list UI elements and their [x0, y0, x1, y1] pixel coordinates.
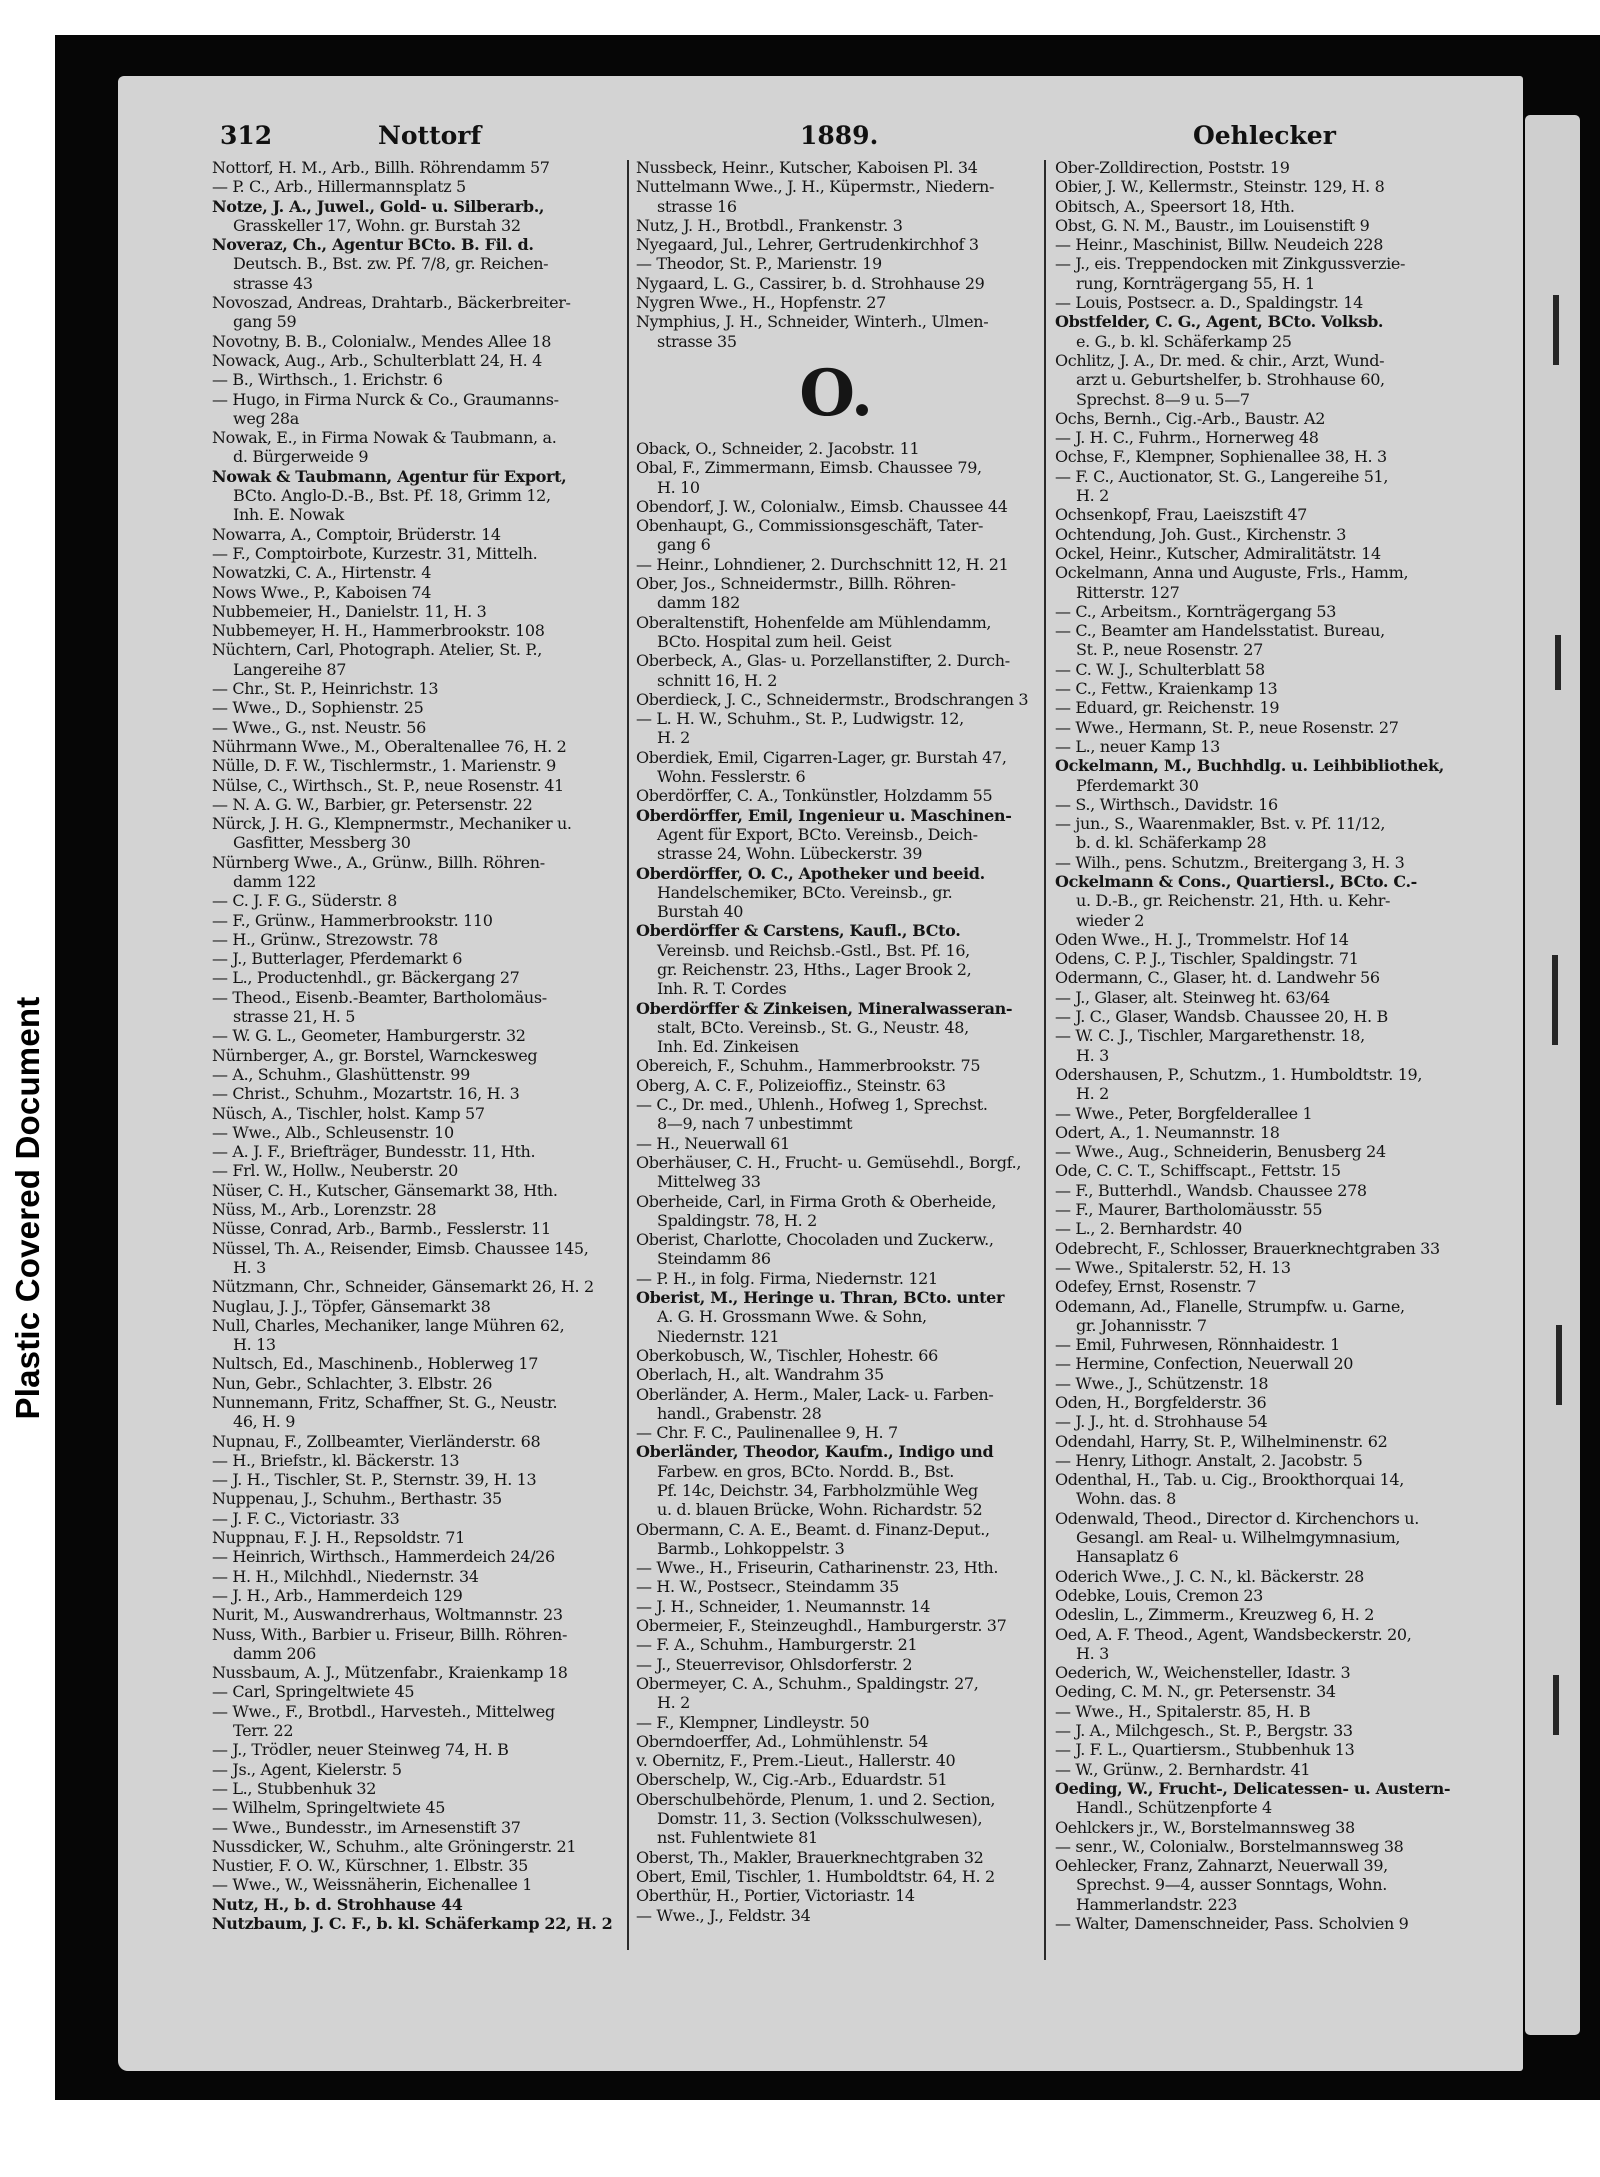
directory-entry: Obitsch, A., Speersort 18, Hth. [1055, 196, 1295, 216]
directory-entry: Nows Wwe., P., Kaboisen 74 [212, 582, 432, 602]
directory-entry: Nülse, C., Wirthsch., St. P., neue Rosenstr. 41 [212, 775, 564, 795]
entry-continuation: A. G. H. Grossmann Wwe. & Sohn, [657, 1307, 927, 1327]
entry-continuation: Spaldingstr. 78, H. 2 [657, 1210, 817, 1230]
directory-entry: Ode, C. C. T., Schiffscapt., Fettstr. 15 [1055, 1161, 1341, 1181]
directory-entry: Ochse, F., Klempner, Sophienallee 38, H. 3 [1055, 447, 1387, 467]
entry-continuation: damm 206 [233, 1643, 316, 1663]
directory-entry: Ochlitz, J. A., Dr. med. & chir., Arzt, Wund- [1055, 350, 1385, 370]
directory-entry: — J. H., Tischler, St. P., Sternstr. 39, H. 13 [212, 1470, 537, 1490]
directory-entry: Ober, Jos., Schneidermstr., Billh. Röhren- [636, 574, 956, 594]
column-1 [212, 158, 617, 1933]
directory-entry: Nürnberg Wwe., A., Grünw., Billh. Röhren- [212, 852, 545, 872]
entry-continuation: Hammerlandstr. 223 [1076, 1894, 1238, 1914]
directory-entry: — jun., S., Waarenmakler, Bst. v. Pf. 11/12, [1055, 814, 1386, 834]
entry-continuation: BCto. Hospital zum heil. Geist [657, 631, 892, 651]
directory-entry: Oberländer, Theodor, Kaufm., Indigo und [636, 1442, 994, 1462]
directory-entry: — Chr. F. C., Paulinenallee 9, H. 7 [636, 1423, 898, 1443]
directory-entry: — Emil, Fuhrwesen, Rönnhaidestr. 1 [1055, 1335, 1340, 1355]
directory-entry: Nygaard, L. G., Cassirer, b. d. Strohhause 29 [636, 273, 985, 293]
directory-entry: Novotny, B. B., Colonialw., Mendes Allee 18 [212, 331, 552, 351]
directory-entry: Oberdörffer, Emil, Ingenieur u. Maschinen- [636, 805, 1012, 825]
directory-entry: — Walter, Damenschneider, Pass. Scholvien 9 [1055, 1914, 1409, 1934]
directory-entry: — F., Klempner, Lindleystr. 50 [636, 1712, 870, 1732]
directory-entry: Nowak & Taubmann, Agentur für Export, [212, 466, 567, 486]
directory-entry: — P. H., in folg. Firma, Niedernstr. 121 [636, 1268, 938, 1288]
directory-entry: Oberschulbehörde, Plenum, 1. und 2. Section, [636, 1789, 996, 1809]
side-label-bar [0, 0, 55, 2177]
entry-continuation: Domstr. 11, 3. Section (Volksschulwesen), [657, 1809, 983, 1829]
directory-entry: Oberdörffer, O. C., Apotheker und beeid. [636, 863, 985, 883]
entry-continuation: schnitt 16, H. 2 [657, 670, 778, 690]
directory-entry: — L., 2. Bernhardstr. 40 [1055, 1219, 1242, 1239]
directory-entry: — J. A., Milchgesch., St. P., Bergstr. 33 [1055, 1721, 1353, 1741]
entry-continuation: gang 59 [233, 312, 297, 332]
page-year: 1889. [800, 121, 879, 150]
entry-continuation: Langereihe 87 [233, 659, 347, 679]
directory-entry: Obert, Emil, Tischler, 1. Humboldtstr. 64, H. 2 [636, 1866, 995, 1886]
directory-entry: Odendahl, Harry, St. P., Wilhelminenstr. 62 [1055, 1431, 1388, 1451]
directory-entry: Oberschelp, W., Cig.-Arb., Eduardstr. 51 [636, 1770, 948, 1790]
entry-continuation: Grasskeller 17, Wohn. gr. Burstah 32 [233, 215, 521, 235]
column-2 [636, 158, 1036, 1925]
directory-entry: — P. C., Arb., Hillermannsplatz 5 [212, 177, 466, 197]
entry-continuation: H. 3 [233, 1257, 266, 1277]
directory-entry: — W. G. L., Geometer, Hamburgerstr. 32 [212, 1026, 526, 1046]
directory-entry: Nüssel, Th. A., Reisender, Eimsb. Chaussee 145, [212, 1238, 589, 1258]
directory-entry: Nüser, C. H., Kutscher, Gänsemarkt 38, Hth. [212, 1180, 558, 1200]
directory-entry: — C. W. J., Schulterblatt 58 [1055, 659, 1265, 679]
directory-entry: — Theodor, St. P., Marienstr. 19 [636, 254, 882, 274]
directory-entry: — F., Comptoirbote, Kurzestr. 31, Mittelh. [212, 543, 538, 563]
directory-entry: Odebke, Louis, Cremon 23 [1055, 1585, 1263, 1605]
directory-entry: — W., Grünw., 2. Bernhardstr. 41 [1055, 1759, 1311, 1779]
directory-entry: — F. C., Auctionator, St. G., Langereihe 51, [1055, 466, 1389, 486]
entry-continuation: Deutsch. B., Bst. zw. Pf. 7/8, gr. Reichen- [233, 254, 549, 274]
directory-entry: Oberg, A. C. F., Polizeioffiz., Steinstr. 63 [636, 1075, 946, 1095]
directory-entry: — J. H., Schneider, 1. Neumannstr. 14 [636, 1596, 931, 1616]
directory-entry: — C., Arbeitsm., Kornträgergang 53 [1055, 601, 1337, 621]
entry-continuation: H. 3 [1076, 1045, 1109, 1065]
directory-entry: — Hermine, Confection, Neuerwall 20 [1055, 1354, 1354, 1374]
entry-continuation: Wohn. das. 8 [1076, 1489, 1176, 1509]
directory-entry: — Carl, Springeltwiete 45 [212, 1682, 415, 1702]
directory-entry: — J. H., Arb., Hammerdeich 129 [212, 1585, 463, 1605]
directory-entry: — Wilh., pens. Schutzm., Breitergang 3, H. 3 [1055, 852, 1405, 872]
directory-entry: — J. F. C., Victoriastr. 33 [212, 1508, 400, 1528]
directory-entry: — Wwe., W., Weissnäherin, Eichenallee 1 [212, 1875, 533, 1895]
directory-entry: Ochsenkopf, Frau, Laeiszstift 47 [1055, 505, 1307, 525]
directory-entry: Oberist, M., Heringe u. Thran, BCto. unter [636, 1288, 1005, 1308]
entry-continuation: Agent für Export, BCto. Vereinsb., Deich- [657, 824, 978, 844]
directory-entry: — Wwe., F., Brotbdl., Harvesteh., Mittelweg [212, 1701, 555, 1721]
directory-entry: Nubbemeier, H., Danielstr. 11, H. 3 [212, 601, 487, 621]
entry-continuation: wieder 2 [1076, 910, 1145, 930]
directory-entry: — J., Steuerrevisor, Ohlsdorferstr. 2 [636, 1654, 913, 1674]
directory-entry: Obermeier, F., Steinzeughdl., Hamburgerstr. 37 [636, 1616, 1007, 1636]
directory-entry: — Chr., St. P., Heinrichstr. 13 [212, 679, 439, 699]
entry-continuation: Barmb., Lohkoppelstr. 3 [657, 1538, 845, 1558]
directory-entry: Nygren Wwe., H., Hopfenstr. 27 [636, 293, 886, 313]
directory-entry: Oberist, Charlotte, Chocoladen und Zuckerw., [636, 1230, 994, 1250]
directory-entry: Oberndoerffer, Ad., Lohmühlenstr. 54 [636, 1731, 928, 1751]
directory-entry: Nuppenau, J., Schuhm., Berthastr. 35 [212, 1489, 502, 1509]
directory-entry: Oberthür, H., Portier, Victoriastr. 14 [636, 1886, 915, 1906]
directory-entry: Oberaltenstift, Hohenfelde am Mühlendamm, [636, 612, 992, 632]
entry-continuation: Sprechst. 8—9 u. 5—7 [1076, 389, 1250, 409]
directory-entry: Odenthal, H., Tab. u. Cig., Brookthorquai 14, [1055, 1470, 1404, 1490]
directory-entry: Odermann, C., Glaser, ht. d. Landwehr 56 [1055, 968, 1380, 988]
directory-entry: Oberdörffer & Carstens, Kaufl., BCto. [636, 921, 961, 941]
directory-entry: Nowatzki, C. A., Hirtenstr. 4 [212, 563, 432, 583]
directory-entry: — F., Butterhdl., Wandsb. Chaussee 278 [1055, 1180, 1367, 1200]
directory-entry: Oederich, W., Weichensteller, Idastr. 3 [1055, 1663, 1351, 1683]
entry-continuation: stalt, BCto. Vereinsb., St. G., Neustr. 48, [657, 1017, 969, 1037]
directory-entry: — A., Schuhm., Glashüttenstr. 99 [212, 1064, 470, 1084]
entry-continuation: H. 2 [657, 1693, 690, 1713]
entry-continuation: Sprechst. 9—4, ausser Sonntags, Wohn. [1076, 1875, 1387, 1895]
directory-entry: — Heinrich, Wirthsch., Hammerdeich 24/26 [212, 1547, 555, 1567]
entry-continuation: Vereinsb. und Reichsb.-Gstl., Bst. Pf. 16, [657, 940, 970, 960]
directory-entry: — Wwe., Alb., Schleusenstr. 10 [212, 1122, 454, 1142]
directory-entry: — H., Briefstr., kl. Bäckerstr. 13 [212, 1450, 460, 1470]
column-divider-1 [627, 160, 629, 1950]
directory-entry: Oberdörffer & Zinkeisen, Mineralwasseran- [636, 998, 1013, 1018]
entry-continuation: handl., Grabenstr. 28 [657, 1403, 822, 1423]
directory-entry: — Wwe., Peter, Borgfelderallee 1 [1055, 1103, 1313, 1123]
directory-entry: Obendorf, J. W., Colonialw., Eimsb. Chaussee 44 [636, 496, 1008, 516]
directory-entry: Oeding, C. M. N., gr. Petersenstr. 34 [1055, 1682, 1336, 1702]
directory-entry: — Eduard, gr. Reichenstr. 19 [1055, 698, 1280, 718]
directory-entry: Obstfelder, C. G., Agent, BCto. Volksb. [1055, 312, 1384, 332]
directory-entry: — senr., W., Colonialw., Borstelmannsweg 38 [1055, 1836, 1404, 1856]
directory-entry: Nupnau, F., Zollbeamter, Vierländerstr. 68 [212, 1431, 541, 1451]
entry-continuation: damm 182 [657, 593, 740, 613]
directory-entry: Nussdicker, W., Schuhm., alte Gröningerstr. 21 [212, 1836, 577, 1856]
directory-entry: — Wwe., G., nst. Neustr. 56 [212, 717, 426, 737]
directory-entry: — J. H. C., Fuhrm., Hornerweg 48 [1055, 428, 1319, 448]
directory-entry: Ockel, Heinr., Kutscher, Admiralitätstr. 14 [1055, 543, 1381, 563]
entry-continuation: Steindamm 86 [657, 1249, 771, 1269]
entry-continuation: gr. Reichenstr. 23, Hths., Lager Brook 2, [657, 959, 972, 979]
directory-entry: — C., Fettw., Kraienkamp 13 [1055, 679, 1278, 699]
directory-entry: Nülle, D. F. W., Tischlermstr., 1. Marienstr. 9 [212, 756, 557, 776]
directory-entry: — C. J. F. G., Süderstr. 8 [212, 891, 397, 911]
entry-continuation: strasse 43 [233, 273, 313, 293]
directory-entry: Nutz, J. H., Brotbdl., Frankenstr. 3 [636, 215, 903, 235]
directory-entry: Nubbemeyer, H. H., Hammerbrookstr. 108 [212, 621, 545, 641]
entry-continuation: Handelschemiker, BCto. Vereinsb., gr. [657, 882, 953, 902]
directory-entry: Oback, O., Schneider, 2. Jacobstr. 11 [636, 438, 920, 458]
entry-continuation: weg 28a [233, 408, 299, 428]
directory-entry: Oberdörffer, C. A., Tonkünstler, Holzdamm 55 [636, 786, 993, 806]
directory-entry: Nuppnau, F. J. H., Repsoldstr. 71 [212, 1528, 465, 1548]
directory-entry: — Hugo, in Firma Nurck & Co., Graumanns- [212, 389, 559, 409]
directory-entry: Oberdiek, Emil, Cigarren-Lager, gr. Burstah 47, [636, 747, 1007, 767]
directory-entry: Nürnberger, A., gr. Borstel, Warnckesweg [212, 1045, 538, 1065]
entry-continuation: H. 2 [657, 728, 690, 748]
directory-entry: Oderich Wwe., J. C. N., kl. Bäckerstr. 28 [1055, 1566, 1365, 1586]
next-page-edge [1525, 115, 1580, 2035]
entry-continuation: Farbew. en gros, BCto. Nordd. B., Bst. [657, 1461, 955, 1481]
directory-entry: Nührmann Wwe., M., Oberaltenallee 76, H. 2 [212, 736, 567, 756]
directory-entry: — H. W., Postsecr., Steindamm 35 [636, 1577, 899, 1597]
entry-continuation: e. G., b. kl. Schäferkamp 25 [1076, 331, 1292, 351]
entry-continuation: H. 2 [1076, 1084, 1109, 1104]
directory-entry: Odemann, Ad., Flanelle, Strumpfw. u. Garne, [1055, 1296, 1405, 1316]
directory-entry: — Heinr., Maschinist, Billw. Neudeich 228 [1055, 235, 1384, 255]
directory-entry: Oberst, Th., Makler, Brauerknechtgraben 32 [636, 1847, 984, 1867]
entry-continuation: strasse 35 [657, 331, 737, 351]
directory-entry: Odens, C. P. J., Tischler, Spaldingstr. 71 [1055, 949, 1359, 969]
directory-entry: Odebrecht, F., Schlosser, Brauerknechtgraben 33 [1055, 1238, 1440, 1258]
entry-continuation: 46, H. 9 [233, 1412, 296, 1432]
directory-entry: — H. H., Milchhdl., Niedernstr. 34 [212, 1566, 479, 1586]
directory-entry: — L., Stubbenhuk 32 [212, 1778, 377, 1798]
directory-entry: Oberheide, Carl, in Firma Groth & Oberheide, [636, 1191, 997, 1211]
directory-entry: Oberländer, A. Herm., Maler, Lack- u. Farben- [636, 1384, 994, 1404]
entry-continuation: d. Bürgerweide 9 [233, 447, 369, 467]
directory-entry: Nustier, F. O. W., Kürschner, 1. Elbstr. 35 [212, 1856, 528, 1876]
directory-entry: — Wwe., Aug., Schneiderin, Benusberg 24 [1055, 1142, 1386, 1162]
directory-entry: Nuglau, J. J., Töpfer, Gänsemarkt 38 [212, 1296, 491, 1316]
directory-entry: — Henry, Lithogr. Anstalt, 2. Jacobstr. 5 [1055, 1450, 1363, 1470]
directory-entry: — J. F. L., Quartiersm., Stubbenhuk 13 [1055, 1740, 1355, 1760]
directory-entry: Odenwald, Theod., Director d. Kirchenchors u. [1055, 1508, 1419, 1528]
entry-continuation: Terr. 22 [233, 1721, 294, 1741]
directory-entry: Oberkobusch, W., Tischler, Hohestr. 66 [636, 1345, 938, 1365]
directory-entry: — B., Wirthsch., 1. Erichstr. 6 [212, 370, 443, 390]
entry-continuation: H. 3 [1076, 1643, 1109, 1663]
entry-continuation: Inh. R. T. Cordes [657, 979, 787, 999]
directory-entry: Obenhaupt, G., Commissionsgeschäft, Tater- [636, 516, 984, 536]
directory-entry: — Wwe., Spitalerstr. 52, H. 13 [1055, 1257, 1291, 1277]
directory-entry: Nüchtern, Carl, Photograph. Atelier, St. P., [212, 640, 543, 660]
directory-entry: Ockelmann, M., Buchhdlg. u. Leihbibliothek, [1055, 756, 1444, 776]
directory-entry: Oberlach, H., alt. Wandrahm 35 [636, 1365, 884, 1385]
directory-entry: — J., Butterlager, Pferdemarkt 6 [212, 949, 463, 969]
entry-continuation: nst. Fuhlentwiete 81 [657, 1828, 818, 1848]
directory-entry: Nowack, Aug., Arb., Schulterblatt 24, H. 4 [212, 350, 542, 370]
directory-entry: — Louis, Postsecr. a. D., Spaldingstr. 14 [1055, 293, 1363, 313]
entry-continuation: strasse 21, H. 5 [233, 1007, 356, 1027]
directory-entry: — J., eis. Treppendocken mit Zinkgussverzie- [1055, 254, 1406, 274]
directory-entry: — Js., Agent, Kielerstr. 5 [212, 1759, 402, 1779]
directory-entry: — Wwe., J., Feldstr. 34 [636, 1905, 811, 1925]
directory-entry: Nunnemann, Fritz, Schaffner, St. G., Neustr. [212, 1393, 558, 1412]
directory-entry: Nuss, With., Barbier u. Friseur, Billh. Röhren- [212, 1624, 568, 1644]
entry-continuation: damm 122 [233, 871, 316, 891]
page-number: 312 [220, 121, 273, 150]
directory-entry: Nüss, M., Arb., Lorenzstr. 28 [212, 1200, 437, 1220]
directory-entry: — J., Glaser, alt. Steinweg ht. 63/64 [1055, 987, 1330, 1007]
directory-entry: Obereich, F., Schuhm., Hammerbrookstr. 75 [636, 1056, 981, 1076]
entry-continuation: Inh. Ed. Zinkeisen [657, 1037, 799, 1057]
directory-entry: — H., Neuerwall 61 [636, 1133, 790, 1153]
directory-entry: — L., Productenhdl., gr. Bäckergang 27 [212, 968, 520, 988]
directory-entry: Nussbaum, A. J., Mützenfabr., Kraienkamp 18 [212, 1663, 568, 1683]
directory-entry: Nützmann, Chr., Schneider, Gänsemarkt 26, H. 2 [212, 1277, 594, 1297]
directory-entry: Odert, A., 1. Neumannstr. 18 [1055, 1122, 1280, 1142]
side-label: Plastic Covered Document [9, 996, 46, 1420]
directory-entry: — N. A. G. W., Barbier, gr. Petersenstr. 22 [212, 794, 533, 814]
section-letter: O. [799, 355, 873, 431]
entry-continuation: Handl., Schützenpforte 4 [1076, 1798, 1272, 1818]
directory-entry: — Wwe., H., Friseurin, Catharinenstr. 23, Hth. [636, 1558, 999, 1578]
directory-entry: Nurit, M., Auswandrerhaus, Woltmannstr. 23 [212, 1605, 563, 1625]
directory-entry: Nultsch, Ed., Maschinenb., Hoblerweg 17 [212, 1354, 539, 1374]
entry-continuation: 8—9, nach 7 unbestimmt [657, 1114, 853, 1134]
directory-entry: Notze, J. A., Juwel., Gold- u. Silberarb., [212, 196, 545, 216]
directory-entry: — L., neuer Kamp 13 [1055, 736, 1220, 756]
directory-entry: Obermann, C. A. E., Beamt. d. Finanz-Deput., [636, 1519, 990, 1539]
directory-entry: Nowak, E., in Firma Nowak & Taubmann, a. [212, 428, 557, 448]
directory-entry: Oden, H., Borgfelderstr. 36 [1055, 1393, 1267, 1412]
directory-entry: Ockelmann, Anna und Auguste, Frls., Hamm, [1055, 563, 1409, 583]
directory-entry: Novoszad, Andreas, Drahtarb., Bäckerbreiter- [212, 293, 571, 313]
entry-continuation: rung, Kornträgergang 55, H. 1 [1076, 273, 1315, 293]
entry-continuation: Gesangl. am Real- u. Wilhelmgymnasium, [1076, 1528, 1401, 1548]
directory-entry: Nun, Gebr., Schlachter, 3. Elbstr. 26 [212, 1373, 493, 1393]
entry-continuation: u. d. blauen Brücke, Wohn. Richardstr. 52 [657, 1500, 983, 1520]
directory-entry: Obst, G. N. M., Baustr., im Louisenstift 9 [1055, 215, 1370, 235]
directory-entry: — Wilhelm, Springeltwiete 45 [212, 1798, 446, 1818]
directory-entry: Noveraz, Ch., Agentur BCto. B. Fil. d. [212, 235, 534, 255]
directory-entry: Nussbeck, Heinr., Kutscher, Kaboisen Pl. 34 [636, 158, 978, 177]
directory-entry: — A. J. F., Briefträger, Bundesstr. 11, Hth. [212, 1142, 536, 1162]
entry-continuation: Gasfitter, Messberg 30 [233, 833, 411, 853]
entry-continuation: St. P., neue Rosenstr. 27 [1076, 640, 1263, 660]
directory-entry: — F. A., Schuhm., Hamburgerstr. 21 [636, 1635, 918, 1655]
directory-entry: — J. C., Glaser, Wandsb. Chaussee 20, H. B [1055, 1007, 1388, 1027]
directory-entry: — J., Trödler, neuer Steinweg 74, H. B [212, 1740, 509, 1760]
directory-entry: — J. J., ht. d. Strohhause 54 [1055, 1412, 1268, 1432]
directory-entry: Oberhäuser, C. H., Frucht- u. Gemüsehdl., Borgf., [636, 1152, 1022, 1172]
entry-continuation: b. d. kl. Schäferkamp 28 [1076, 833, 1267, 853]
directory-entry: Nüsse, Conrad, Arb., Barmb., Fesslerstr. 11 [212, 1219, 551, 1239]
directory-entry: Nüsch, A., Tischler, holst. Kamp 57 [212, 1103, 485, 1123]
directory-entry: Ochs, Bernh., Cig.-Arb., Baustr. A2 [1055, 408, 1326, 428]
entry-continuation: BCto. Anglo-D.-B., Bst. Pf. 18, Grimm 12, [233, 486, 551, 506]
entry-continuation: H. 2 [1076, 486, 1109, 506]
directory-entry: Nottorf, H. M., Arb., Billh. Röhrendamm 57 [212, 158, 550, 177]
directory-entry: Odeslin, L., Zimmerm., Kreuzweg 6, H. 2 [1055, 1605, 1375, 1625]
entry-continuation: Wohn. Fesslerstr. 6 [657, 767, 806, 787]
directory-entry: — Wwe., D., Sophienstr. 25 [212, 698, 424, 718]
directory-entry: — W. C. J., Tischler, Margarethenstr. 18, [1055, 1026, 1365, 1046]
directory-entry: — Christ., Schuhm., Mozartstr. 16, H. 3 [212, 1084, 520, 1104]
directory-entry: Nyegaard, Jul., Lehrer, Gertrudenkirchhof 3 [636, 235, 979, 255]
directory-entry: Ober-Zolldirection, Poststr. 19 [1055, 158, 1290, 177]
directory-entry: Odershausen, P., Schutzm., 1. Humboldtstr. 19, [1055, 1064, 1423, 1084]
entry-continuation: H. 10 [657, 477, 700, 497]
entry-continuation: Inh. E. Nowak [233, 505, 344, 525]
directory-entry: Oehlecker, Franz, Zahnarzt, Neuerwall 39, [1055, 1856, 1388, 1876]
entry-continuation: gr. Johannisstr. 7 [1076, 1315, 1207, 1335]
running-head-left: Nottorf [378, 121, 482, 150]
directory-entry: — Wwe., H., Spitalerstr. 85, H. B [1055, 1701, 1311, 1721]
directory-entry: — L. H. W., Schuhm., St. P., Ludwigstr. 12, [636, 709, 964, 729]
directory-entry: Oeding, W., Frucht-, Delicatessen- u. Austern- [1055, 1778, 1451, 1798]
directory-entry: Nutz, H., b. d. Strohhause 44 [212, 1894, 463, 1914]
entry-continuation: strasse 24, Wohn. Lübeckerstr. 39 [657, 844, 923, 864]
running-head-right: Oehlecker [1193, 121, 1336, 150]
directory-entry: — H., Grünw., Strezowstr. 78 [212, 929, 438, 949]
entry-continuation: arzt u. Geburtshelfer, b. Strohhause 60, [1076, 370, 1385, 390]
directory-entry: Nuttelmann Wwe., J. H., Küpermstr., Niedern- [636, 177, 995, 197]
directory-entry: — C., Beamter am Handelsstatist. Bureau, [1055, 621, 1385, 641]
entry-continuation: Ritterstr. 127 [1076, 582, 1180, 602]
entry-continuation: Mittelweg 33 [657, 1172, 761, 1192]
directory-entry: Null, Charles, Mechaniker, lange Mühren 62, [212, 1315, 565, 1335]
entry-continuation: gang 6 [657, 535, 711, 555]
directory-entry: Oberdieck, J. C., Schneidermstr., Brodschrangen 3 [636, 689, 1029, 709]
directory-entry: Nutzbaum, J. C. F., b. kl. Schäferkamp 22, H. 2 [212, 1914, 613, 1934]
directory-entry: — Wwe., Hermann, St. P., neue Rosenstr. 27 [1055, 717, 1399, 737]
directory-entry: Oehlckers jr., W., Borstelmannsweg 38 [1055, 1817, 1355, 1837]
directory-entry: — Frl. W., Hollw., Neuberstr. 20 [212, 1161, 458, 1181]
entry-continuation: Niedernstr. 121 [657, 1326, 780, 1346]
directory-entry: — Wwe., J., Schützenstr. 18 [1055, 1373, 1269, 1393]
directory-entry: Oden Wwe., H. J., Trommelstr. Hof 14 [1055, 929, 1349, 949]
directory-entry: — F., Maurer, Bartholomäusstr. 55 [1055, 1200, 1323, 1220]
entry-continuation: Pferdemarkt 30 [1076, 775, 1199, 795]
entry-continuation: strasse 16 [657, 196, 737, 216]
directory-entry: Nymphius, J. H., Schneider, Winterh., Ulmen- [636, 312, 989, 332]
column-divider-2 [1044, 160, 1046, 1960]
directory-entry: — C., Dr. med., Uhlenh., Hofweg 1, Sprechst. [636, 1095, 988, 1115]
directory-entry: Oed, A. F. Theod., Agent, Wandsbeckerstr. 20, [1055, 1624, 1412, 1644]
entry-continuation: Hansaplatz 6 [1076, 1547, 1179, 1567]
entry-continuation: H. 13 [233, 1335, 276, 1355]
directory-entry: Nowarra, A., Comptoir, Brüderstr. 14 [212, 524, 501, 544]
directory-entry: v. Obernitz, F., Prem.-Lieut., Hallerstr. 40 [636, 1751, 956, 1771]
directory-entry: Obier, J. W., Kellermstr., Steinstr. 129, H. 8 [1055, 177, 1385, 197]
entry-continuation: Pf. 14c, Deichstr. 34, Farbholzmühle Weg [657, 1481, 978, 1500]
directory-entry: Odefey, Ernst, Rosenstr. 7 [1055, 1277, 1257, 1297]
directory-entry: Ockelmann & Cons., Quartiersl., BCto. C.- [1055, 871, 1417, 891]
directory-entry: Nürck, J. H. G., Klempnermstr., Mechaniker u. [212, 814, 572, 834]
directory-entry: — Heinr., Lohndiener, 2. Durchschnitt 12, H. 21 [636, 554, 1009, 574]
directory-entry: Obermeyer, C. A., Schuhm., Spaldingstr. 27, [636, 1673, 979, 1693]
directory-entry: — F., Grünw., Hammerbrookstr. 110 [212, 910, 493, 930]
entry-continuation: Burstah 40 [657, 902, 744, 922]
directory-entry: — S., Wirthsch., Davidstr. 16 [1055, 794, 1278, 814]
directory-entry: — Theod., Eisenb.-Beamter, Bartholomäus- [212, 987, 547, 1007]
directory-entry: Oberbeck, A., Glas- u. Porzellanstifter, 2. Durch- [636, 651, 1010, 671]
directory-entry: Obal, F., Zimmermann, Eimsb. Chaussee 79, [636, 458, 982, 478]
column-3 [1055, 158, 1460, 1933]
directory-entry: — Wwe., Bundesstr., im Arnesenstift 37 [212, 1817, 521, 1837]
directory-entry: Ochtendung, Joh. Gust., Kirchenstr. 3 [1055, 524, 1347, 544]
entry-continuation: u. D.-B., gr. Reichenstr. 21, Hth. u. Kehr- [1076, 891, 1391, 911]
